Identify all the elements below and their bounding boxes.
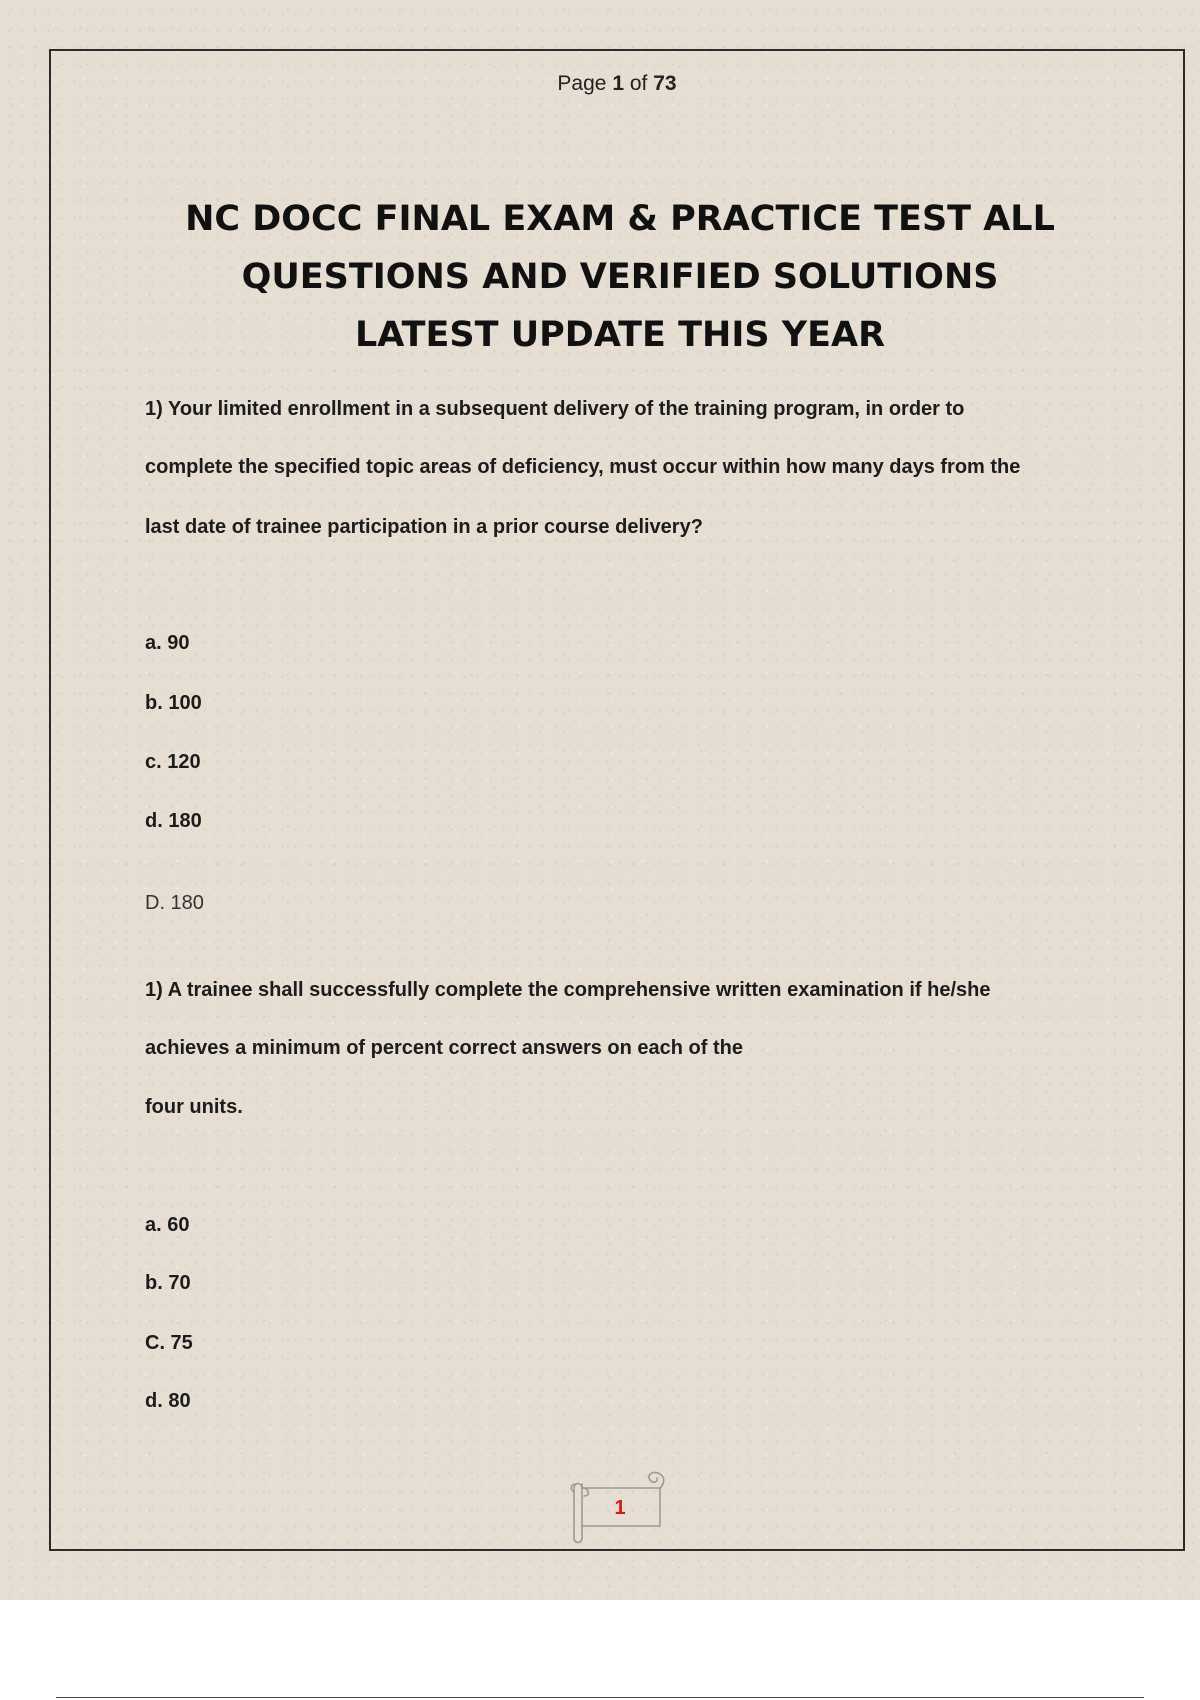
- question-1-line-1: 1) Your limited enrollment in a subsequent delivery of the training program, in order to: [145, 398, 965, 420]
- question-1-line-3: last date of trainee participation in a prior course delivery?: [145, 516, 703, 538]
- question-2-line-2: achieves a minimum of percent correct answers on each of the: [145, 1037, 743, 1059]
- page-total: 73: [653, 72, 677, 95]
- question-2-line-3: four units.: [145, 1096, 243, 1118]
- page-current: 1: [612, 72, 624, 95]
- title-line-2: QUESTIONS AND VERIFIED SOLUTIONS: [241, 257, 999, 297]
- question-2-option-b: b. 70: [145, 1272, 191, 1294]
- question-2-option-d: d. 80: [145, 1390, 191, 1412]
- question-1-option-b: b. 100: [145, 692, 202, 714]
- document-title: [140, 190, 1100, 364]
- page-prefix: Page: [557, 72, 607, 95]
- question-1-answer: D. 180: [145, 892, 204, 914]
- question-1-option-d: d. 180: [145, 810, 202, 832]
- question-2-option-c: C. 75: [145, 1332, 193, 1354]
- footer-page-number: 1: [614, 1497, 626, 1519]
- title-line-3: LATEST UPDATE THIS YEAR: [354, 315, 886, 355]
- page-counter: [0, 72, 1200, 96]
- question-2-option-a: a. 60: [145, 1214, 190, 1236]
- bottom-divider: [56, 1697, 1144, 1698]
- question-1-option-c: c. 120: [145, 751, 201, 773]
- page-of: of: [629, 72, 648, 95]
- title-line-1: NC DOCC FINAL EXAM & PRACTICE TEST ALL: [185, 199, 1055, 239]
- question-2-line-1: 1) A trainee shall successfully complete the comprehensive written examination if he/she: [145, 979, 991, 1001]
- question-1-line-2: complete the specified topic areas of deficiency, must occur within how many days from the: [145, 456, 1021, 478]
- question-1-option-a: a. 90: [145, 632, 190, 654]
